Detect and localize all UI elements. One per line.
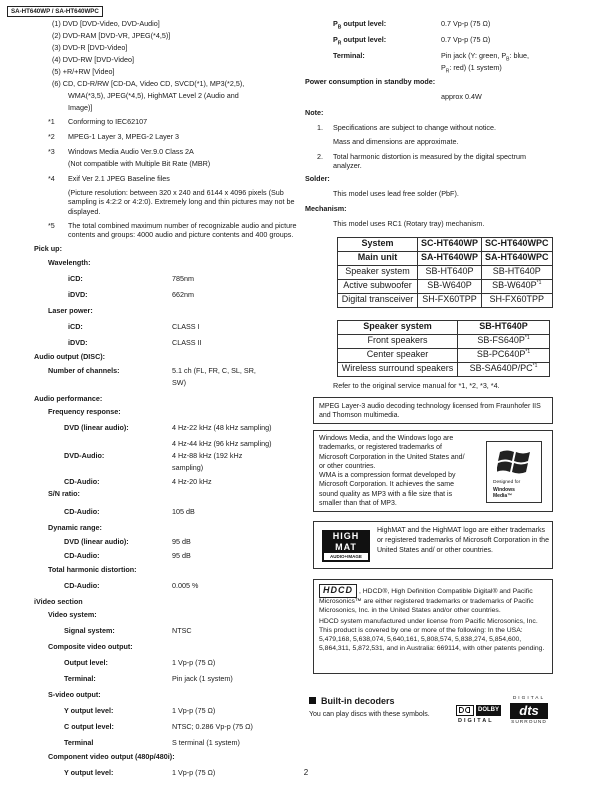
footnote-3: *3 Windows Media Audio Ver.9.0 Class 2A <box>48 147 194 156</box>
format-item-6: (6) CD, CD-R/RW [CD-DA, Video CD, SVCD(*1), MP3(*2,5), <box>52 79 245 88</box>
solder-heading: Solder: <box>305 173 330 183</box>
speaker-table <box>337 320 550 377</box>
spec-row-idvd-wavelength: iDVD: 662nm <box>68 289 194 299</box>
table-row: Digital transceiver SH-FX60TPP SH-FX60TPP <box>338 293 553 307</box>
note-heading: Note: <box>305 108 324 117</box>
video-section: iVideo section Video system: Signal system: NTSC Composite video output: Output level: 1 Vp-p (75 Ω) Terminal: Pin jack (1 system) S-video output: Y output level: 1 Vp-p (75 Ω) C output level: NTSC; 0.286 Vp-p (75 Ω) Terminal S terminal (1 system) Component video output (480p/480i): Y output level: 1 Vp-p (75 Ω) <box>34 597 302 780</box>
table-row: Wireless surround speakers SB-SA640P/PC$^{*1}$ <box>338 362 550 376</box>
mpeg-license-box: MPEG Layer-3 audio decoding technology licensed from Fraunhofer IIS and Thomson multimedia. <box>313 397 553 424</box>
standby-heading: Power consumption in standby mode: <box>305 77 436 86</box>
footnote-2: *2 MPEG-1 Layer 3, MPEG-2 Layer 3 <box>48 132 180 141</box>
spec-row-sn-cd: CD-Audio: 105 dB <box>64 506 195 516</box>
spec-row-icd-power: iCD: CLASS I <box>68 321 200 331</box>
audio-output-section: Audio output (DISC): Number of channels: 5.1 ch (FL, FR, C, SL, SR, SW) <box>34 352 302 390</box>
spec-row-pr-level: $P_R$ output level: 0.7 Vp-p (75 Ω) <box>333 35 491 47</box>
decoders-text: You can play discs with these symbols. <box>309 711 430 718</box>
spec-row-composite-level: Output level: 1 Vp-p (75 Ω) <box>64 657 216 667</box>
system-table <box>337 237 553 308</box>
disc-format-list: (1) DVD [DVD-Video, DVD-Audio] (2) DVD-RAM [DVD-VR, JPEG(*4,5)] (3) DVD-R [DVD-Video] (4) DVD-RW [DVD-Video] (5) +R/+RW [Video] (6) CD, CD-R/RW [CD-DA, Video CD, SVCD(*1), MP3(*2,5), WMA(*3,5), JPEG(*4,5), HighMAT Level 2 (Audio and Image)] <box>34 19 302 115</box>
dolby-dd-icon <box>456 705 474 716</box>
spec-row-channels: Number of channels: 5.1 ch (FL, FR, C, SL, SR, <box>48 365 256 375</box>
windows-media-box: Windows Media, and the Windows logo are trademarks, or registered trademarks of Microsoft Corporation in the United States and/ or other countries. WMA is a compression format developed by Microsoft Corporation. It achieves the same sound quality as MP3 with a file size that is smaller than that of MP3. Designed for Windows Media™ <box>313 430 553 512</box>
mechanism-text: This model uses RC1 (Rotary tray) mechanism. <box>333 218 485 228</box>
standby-value: approx 0.4W <box>441 92 482 101</box>
table-row: System SC-HT640WP SC-HT640WPC <box>338 237 553 251</box>
pickup-heading: Pick up: <box>34 243 62 253</box>
decoders-title: Built-in decoders <box>309 696 395 708</box>
spec-row-idvd-power: iDVD: CLASS II <box>68 337 202 347</box>
format-item-2: (2) DVD-RAM [DVD-VR, JPEG(*4,5)] <box>52 31 171 40</box>
highmat-logo: HIGH MAT AUDIO+IMAGE <box>322 530 370 562</box>
audio-performance-section: Audio performance: Frequency response: DVD (linear audio): 4 Hz-22 kHz (48 kHz sampling) 4 Hz-44 kHz (96 kHz sampling) DVD-Audio: 4 Hz-88 kHz (192 kHz sampling) CD-Audio: 4 Hz-20 kHz S/N ratio: CD-Audio: 105 dB Dynamic range: DVD (linear audio): 95 dB CD-Audio: 95 dB Total harmonic distortion: CD-Audio: 0.005 % <box>34 394 302 593</box>
table-row: Main unit SA-HT640WP SA-HT640WPC <box>338 251 553 265</box>
highmat-box: HIGH MAT AUDIO+IMAGE HighMAT and the HighMAT logo are either trademarks or registered trademarks of Microsoft Corporation in the United States and/ or other countries. <box>313 521 553 569</box>
footnote-5: *5 The total combined maximum number of recognizable audio and picture contents and groups: 4000 audio and picture contents and 400 groups. <box>48 221 297 240</box>
pickup-section: Pick up: Wavelength: iCD: 785nm iDVD: 662nm Laser power: iCD: CLASS I iDVD: CLASS II <box>34 244 302 350</box>
dts-digital-surround-logo: DIGITAL dts SURROUND <box>511 696 547 725</box>
format-footnotes: *1 Conforming to IEC62107 *2 MPEG-1 Layer 3, MPEG-2 Layer 3 *3 Windows Media Audio Ver.9.0 Class 2A (Not compatible with Multiple Bit Rate (MBR) *4 Exif Ver 2.1 JPEG Baseline files (Picture resolution: between 320 x 240 and 6144 x 4096 pixels (Sub sampling is 4:2:2 or 4:2:0). Extremely long and thin pictures may not be displayed. *5 The total combined maximum number of recognizable audio and picture contents and groups: 4000 audio and picture contents and 400 groups. <box>34 117 302 240</box>
table-row: Center speaker $SB-PC640P^{*1}$ <box>338 348 550 362</box>
note-2: 2. Total harmonic distortion is measured by the digital spectrum analyzer. <box>317 152 526 171</box>
spec-row-svideo-y: Y output level: 1 Vp-p (75 Ω) <box>64 705 216 715</box>
footnote-4-detail: (Picture resolution: between 320 x 240 and 6144 x 4096 pixels (Sub sampling is 4:2:2 or 4:2:0). Extremely long and thin pictures may not be displayed. <box>68 188 295 216</box>
model-tag: SA-HT640WP / SA-HT640WPC <box>7 6 103 17</box>
solder-text: This model uses lead free solder (PbF). <box>333 188 459 198</box>
dolby-digital-logo: DOLBY DIGITAL <box>458 707 499 724</box>
windows-media-logo: Designed for Windows Media™ <box>486 441 542 503</box>
spec-row-dyn-dvd: DVD (linear audio): 95 dB <box>64 536 191 546</box>
table-row: Front speakers $SB-FS640P^{*1}$ <box>338 334 550 348</box>
footnote-1: *1 Conforming to IEC62107 <box>48 117 148 126</box>
table-row: Active subwoofer SB-W640P $SB-W640P^{*1}$ <box>338 279 553 293</box>
page-number: 2 <box>303 768 309 777</box>
spec-row-component-y: Y output level: 1 Vp-p (75 Ω) <box>64 767 216 777</box>
format-item-4: (4) DVD-RW [DVD-Video] <box>52 55 135 64</box>
spec-row-dvd-linear: DVD (linear audio): 4 Hz-22 kHz (48 kHz sampling) <box>64 422 272 432</box>
spec-row-composite-terminal: Terminal: Pin jack (1 system) <box>64 673 233 683</box>
spec-row-thd: CD-Audio: 0.005 % <box>64 580 199 590</box>
hdcd-logo: HDCD <box>319 584 357 598</box>
format-item-1: (1) DVD [DVD-Video, DVD-Audio] <box>52 19 160 28</box>
spec-row-svideo-terminal: Terminal S terminal (1 system) <box>64 737 240 747</box>
spec-row-cd-audio-freq: CD-Audio: 4 Hz-20 kHz <box>64 476 212 486</box>
mechanism-heading: Mechanism: <box>305 203 347 213</box>
table-row: Speaker system SB-HT640P SB-HT640P <box>338 265 553 279</box>
right-column: $P_B$ output level: 0.7 Vp-p (75 Ω) $P_R$ output level: 0.7 Vp-p (75 Ω) Terminal: Pin jack (Y: green, $P_B$: blue, $P_R$: red) (1 system) Power consumption in standby mode: approx 0.4W Note: 1. Specifications are subject to change without notice. Mass and dimensions are approximate. 2. Total harmonic distortion is measured by the digital spectrum analyzer. Solder: This model uses lead free solder (PbF). Mechanism: This model uses RC1 (Rotary tray) mechanism. System SC-HT640WP SC-HT640WPC Main unit SA-HT640WP SA-HT640WPC Speaker system SB-HT640P SB-HT640P Active subwoofer SB-W640P $SB-W640P^{*1}$ Digital transceiver SH-FX60TPP SH-FX60TPP Speaker system SB-HT640P Front speakers $SB-FS640P^{*1}$ Center speaker $SB-PC640P^{*1}$ Wireless surround speakers SB-SA640P/PC$^{*1}$ Refer to the original service manual for *1, *2, *3, *4. <box>305 19 559 393</box>
spec-row-icd-wavelength: iCD: 785nm <box>68 273 194 283</box>
format-item-3: (3) DVD-R [DVD-Video] <box>52 43 128 52</box>
note-1: 1. Specifications are subject to change without notice. <box>317 123 497 132</box>
refer-note: Refer to the original service manual for *1, *2, *3, *4. <box>333 380 500 390</box>
spec-row-dyn-cd: CD-Audio: 95 dB <box>64 550 191 560</box>
spec-row-signal-system: Signal system: NTSC <box>64 625 192 635</box>
bullet-square-icon <box>309 697 316 704</box>
table-row: Speaker system SB-HT640P <box>338 320 550 334</box>
spec-row-pb-level: $P_B$ output level: 0.7 Vp-p (75 Ω) <box>333 19 491 31</box>
footnote-4: *4 Exif Ver 2.1 JPEG Baseline files <box>48 174 170 183</box>
hdcd-box: HDCD , HDCD®, High Definition Compatible Digital® and Pacific Microsonics™ are either registered trademarks or trademarks of Pacific Microsonics, Inc. in the United States and/or other countries. HDCD system manufactured under license from Pacific Microsonics, Inc. This product is covered by one or more of the following: In the USA: 5,479,168, 5,638,074, 5,640,161, 5,808,574, 5,838,274, 5,854,600, 5,864,311, 5,872,531, and in Australia: 669114, with other patents pending. <box>313 579 553 674</box>
left-column <box>34 19 302 780</box>
windows-flag-icon <box>497 446 533 476</box>
spec-row-dvd-audio: DVD-Audio: 4 Hz-88 kHz (192 kHz <box>64 450 243 460</box>
format-item-5: (5) +R/+RW [Video] <box>52 67 115 76</box>
spec-row-svideo-c: C output level: NTSC; 0.286 Vp-p (75 Ω) <box>64 721 253 731</box>
spec-row-component-terminal: Terminal: Pin jack (Y: green, $P_B$: blue, <box>333 51 530 63</box>
